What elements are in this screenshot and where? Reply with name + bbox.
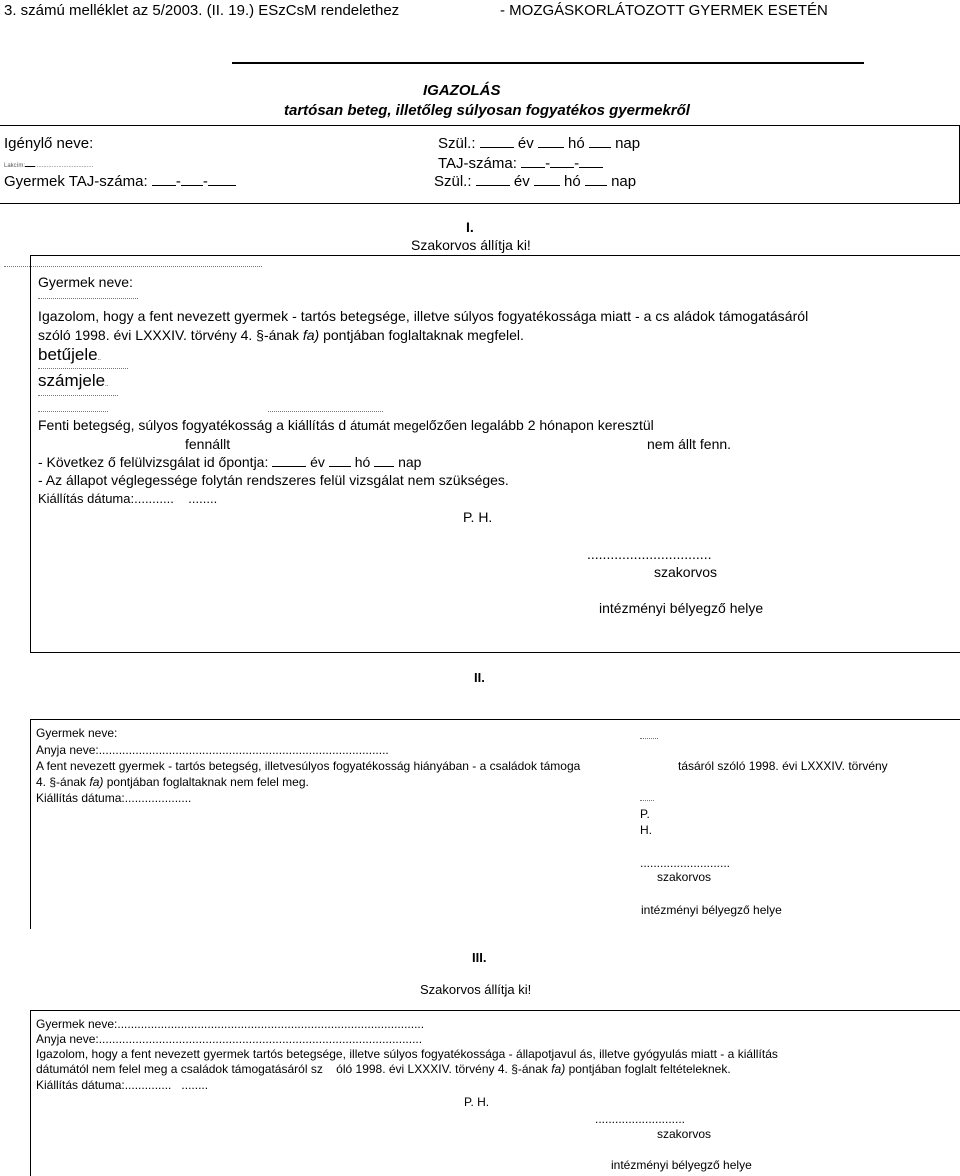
- szamjele-field[interactable]: számjele..: [38, 371, 109, 390]
- dots-b: [268, 411, 383, 412]
- section2-number: II.: [474, 670, 485, 685]
- section2-child-name-label[interactable]: Gyermek neve:: [36, 726, 118, 740]
- igenylo-label: Igénylő neve:: [4, 135, 94, 152]
- section2-mother-name[interactable]: Anyja neve:.......................................................................................: [36, 743, 389, 757]
- section3-ph: P. H.: [464, 1095, 490, 1109]
- permanent-state-line: - Az állapot véglegessége folytán rendszeres felül vizsgálat nem szükséges.: [38, 472, 509, 488]
- child-name-dots: [38, 298, 138, 299]
- section2-stamp-place: intézményi bélyegző helye: [641, 903, 782, 917]
- fennallt-option[interactable]: fennállt: [185, 436, 231, 452]
- section1-child-name-label[interactable]: Gyermek neve:: [38, 274, 133, 290]
- section2-line2: 4. §-ának fa) pontjában foglaltaknak nem felel meg.: [36, 775, 309, 789]
- section3-child-name[interactable]: Gyermek neve:............................................................................................: [36, 1017, 425, 1031]
- review-date-row[interactable]: - Következ ő felülvizsgálat id őpontja: év hó nap: [38, 454, 422, 470]
- section1-szakorvos: szakorvos: [654, 564, 718, 580]
- section2-ph-dots: [640, 800, 654, 801]
- form-subtitle: tartósan beteg, illetőleg súlyosan fogyatékos gyermekről: [284, 102, 690, 119]
- section3-subtitle: Szakorvos állítja ki!: [420, 982, 532, 997]
- lakcim-label[interactable]: Lakcím: ...................................: [4, 163, 94, 169]
- section3-line2: dátumától nem felel meg a családok támogatásáról sz óló 1998. évi LXXXIV. törvény 4. §-ának fa) pontjában foglalt feltételeknek.: [36, 1062, 731, 1076]
- header-case: - MOZGÁSKORLÁTOZOTT GYERMEK ESETÉN: [500, 2, 828, 19]
- section3-stamp-place: intézményi bélyegző helye: [611, 1158, 752, 1172]
- section3-mother-name[interactable]: Anyja neve:.................................................................................................: [36, 1032, 423, 1046]
- section3-issue-date[interactable]: Kiállítás dátuma:.............. ........: [36, 1078, 209, 1092]
- nem-allt-fenn-option[interactable]: nem állt fenn.: [647, 436, 732, 452]
- section1-signature-dots[interactable]: ................................: [587, 546, 712, 562]
- fenti-line: Fenti betegség, súlyos fogyatékosság a kiállítás d átumát megelőzően legalább 2 hónapon keresztül: [38, 417, 654, 433]
- section2-ph-h: H.: [640, 823, 652, 837]
- gyermek-taj-row[interactable]: Gyermek TAJ-száma: - -: [4, 173, 236, 190]
- section2-signature-dots[interactable]: ...........................: [640, 856, 731, 870]
- betujele-field[interactable]: betűjele..: [38, 345, 101, 364]
- section1-issue-date[interactable]: Kiállítás dátuma:........... ........: [38, 491, 218, 506]
- section1-ph: P. H.: [463, 509, 493, 525]
- section1-paragraph-line2: szóló 1998. évi LXXXIV. törvény 4. §-ának fa) pontjában foglaltaknak megfelel.: [38, 327, 524, 343]
- section2-line1-a: A fent nevezett gyermek - tartós betegség, illetvesúlyos fogyatékosság hiányában - a családok támoga: [36, 759, 581, 773]
- top-dots: [4, 266, 262, 267]
- taj-row[interactable]: TAJ-száma: - -: [438, 155, 603, 172]
- section3-signature-dots[interactable]: ...........................: [595, 1112, 686, 1126]
- section2-szakorvos: szakorvos: [657, 870, 712, 884]
- szamjele-dots: [38, 395, 118, 396]
- szul-row-1[interactable]: Szül.: év hó nap: [438, 135, 641, 152]
- section1-stamp-place: intézményi bélyegző helye: [599, 600, 764, 616]
- section3-number: III.: [472, 950, 487, 965]
- szul-row-2[interactable]: Szül.: év hó nap: [434, 173, 637, 190]
- section2-line1-b: tásáról szóló 1998. évi LXXXIV. törvény: [678, 759, 888, 773]
- section2-issue-date[interactable]: Kiállítás dátuma:....................: [36, 791, 192, 805]
- annex-reference: 3. számú melléklet az 5/2003. (II. 19.) ESzCsM rendelethez: [4, 2, 400, 19]
- dots-a: [38, 411, 108, 412]
- form-title: IGAZOLÁS: [423, 82, 501, 99]
- header-rule: [232, 62, 864, 64]
- section3-szakorvos: szakorvos: [657, 1127, 712, 1141]
- section3-line1: Igazolom, hogy a fent nevezett gyermek tartós betegsége, illetve súlyos fogyatékossága - állapotjavul ás, illetve gyógyulás miatt - a kiállítás: [36, 1047, 778, 1061]
- betujele-dots: [38, 368, 128, 369]
- section1-paragraph-line1: Igazolom, hogy a fent nevezett gyermek - tartós betegsége, illetve súlyos fogyatékossága miatt - a cs aládok támogatásáról: [38, 308, 809, 324]
- section2-ph-p: P.: [640, 807, 650, 821]
- section1-subtitle: Szakorvos állítja ki!: [411, 237, 531, 253]
- section2-name-dots: [640, 738, 658, 739]
- section1-number: I.: [466, 219, 474, 235]
